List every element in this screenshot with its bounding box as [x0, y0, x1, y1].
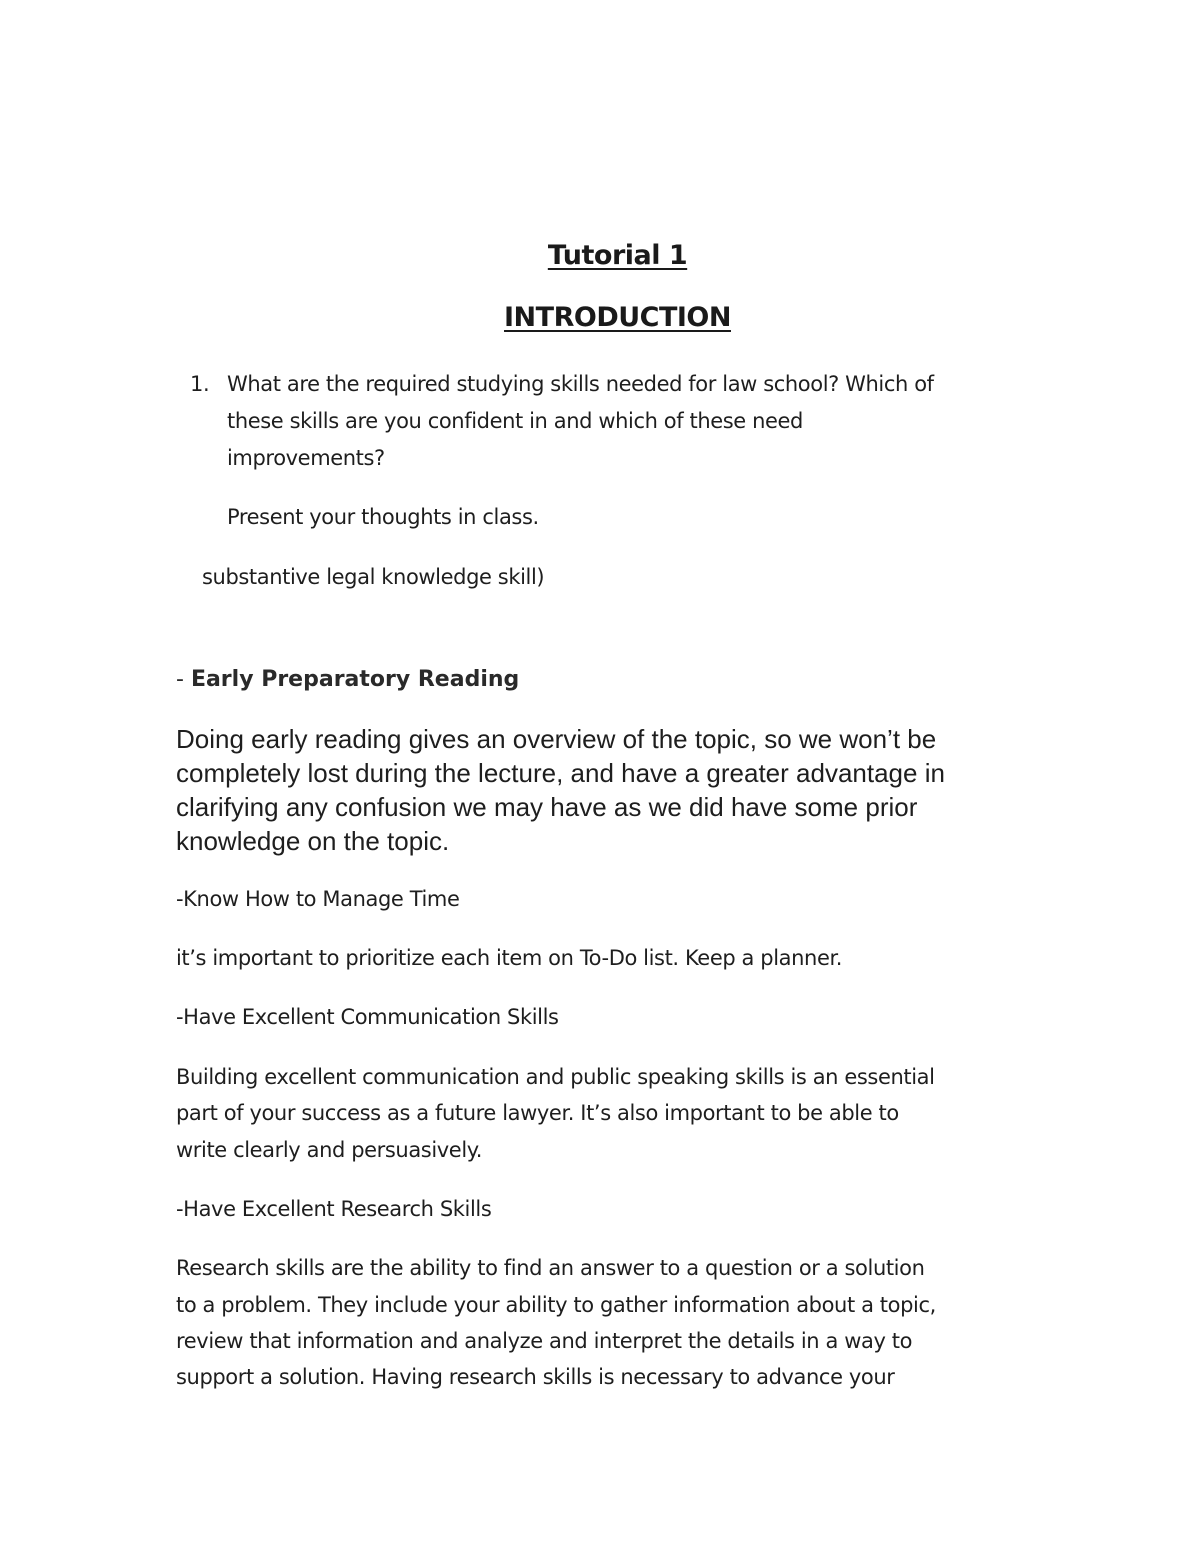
- question-line-3: improvements?: [227, 446, 385, 470]
- section-line: part of your success as a future lawyer. It’s also important to be able to: [176, 1101, 899, 1125]
- note-text: substantive legal knowledge skill): [202, 565, 545, 589]
- document-subtitle: INTRODUCTION: [504, 302, 731, 333]
- section-heading: [176, 667, 519, 692]
- section-heading: -Have Excellent Communication Skills: [176, 1005, 559, 1029]
- question-number: 1.: [190, 372, 210, 396]
- section-line: knowledge on the topic.: [176, 826, 450, 856]
- section-line: to a problem. They include your ability to gather information about a topic,: [176, 1293, 936, 1317]
- heading-text: Early Preparatory Reading: [190, 667, 520, 692]
- question-line-1: What are the required studying skills needed for law school? Which of: [227, 372, 934, 396]
- section-line: write clearly and persuasively.: [176, 1138, 483, 1162]
- section-line: clarifying any confusion we may have as we did have some prior: [176, 792, 918, 822]
- question-instruction: Present your thoughts in class.: [227, 505, 539, 529]
- section-heading: -Have Excellent Research Skills: [176, 1197, 492, 1221]
- question-line-2: these skills are you confident in and which of these need: [227, 409, 803, 433]
- section-line: Research skills are the ability to find an answer to a question or a solution: [176, 1256, 925, 1280]
- heading-prefix: -: [176, 667, 191, 692]
- section-line: it’s important to prioritize each item on To-Do list. Keep a planner.: [176, 946, 843, 970]
- section-line: completely lost during the lecture, and have a greater advantage in: [176, 758, 945, 788]
- section-line: Building excellent communication and public speaking skills is an essential: [176, 1065, 935, 1089]
- section-line: review that information and analyze and interpret the details in a way to: [176, 1329, 913, 1353]
- section-heading: -Know How to Manage Time: [176, 887, 460, 911]
- section-line: Doing early reading gives an overview of the topic, so we won’t be: [176, 724, 937, 754]
- document-title: Tutorial 1: [547, 240, 688, 271]
- section-line: support a solution. Having research skills is necessary to advance your: [176, 1365, 895, 1389]
